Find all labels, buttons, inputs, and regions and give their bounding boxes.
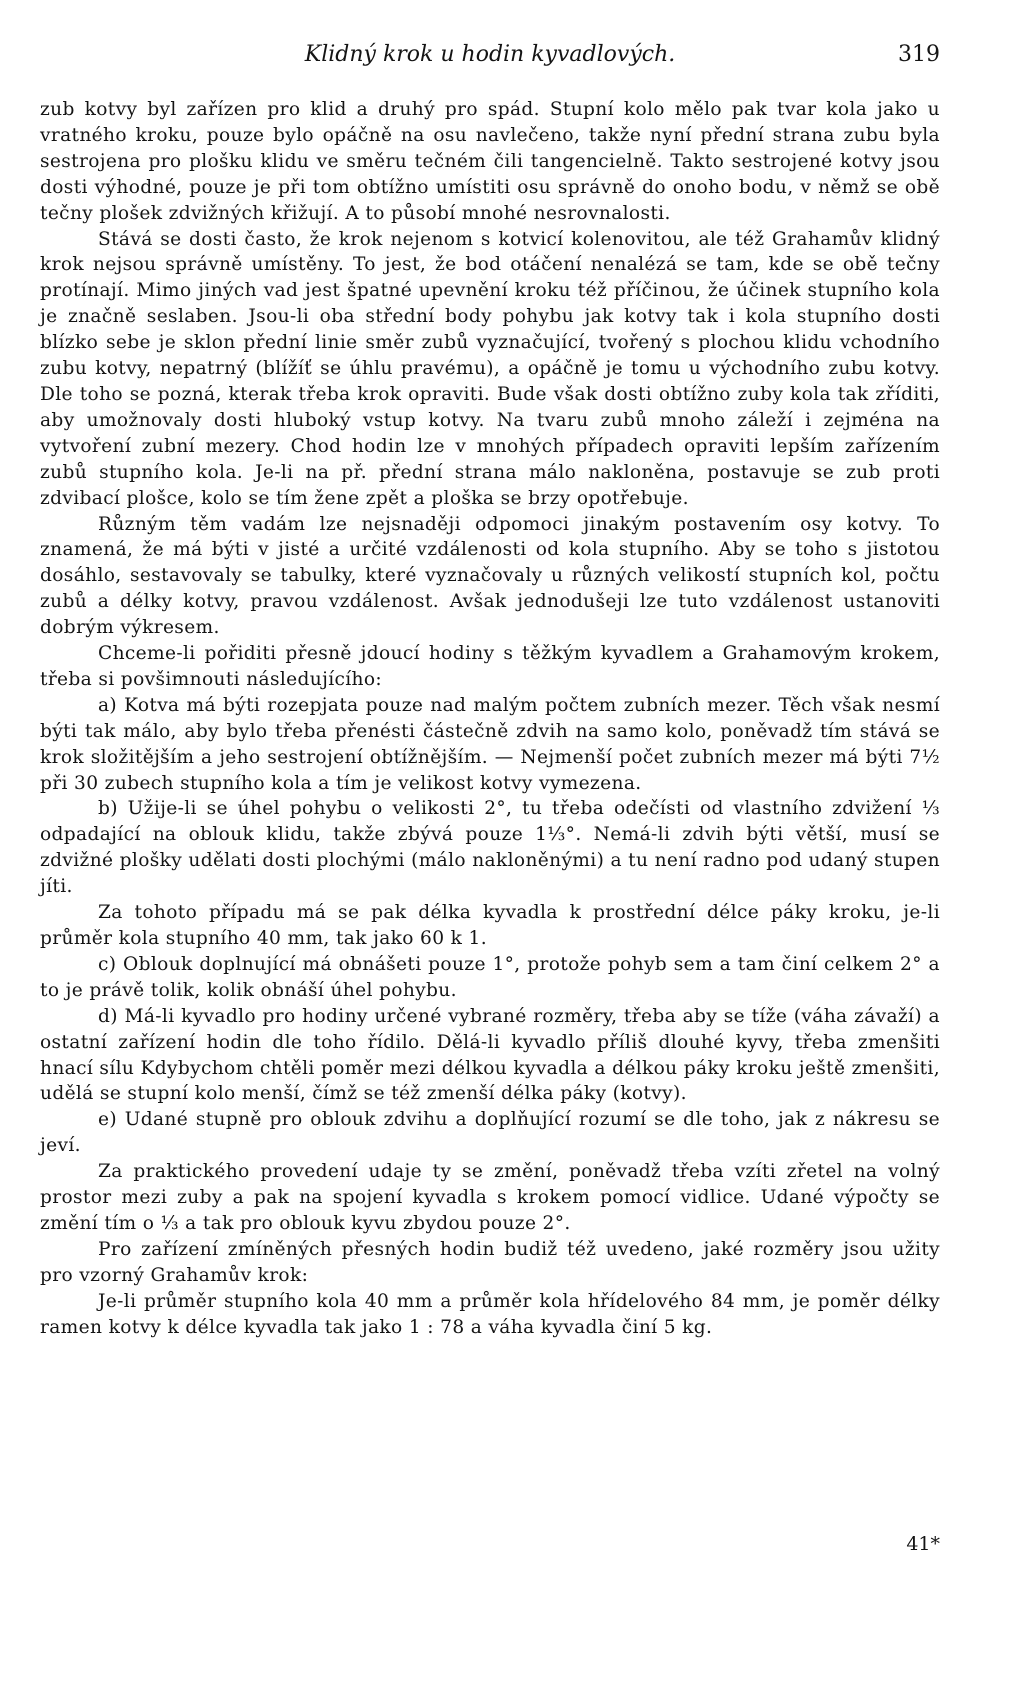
running-header	[40, 42, 940, 72]
paragraph: Za tohoto případu má se pak délka kyvadla k prostřední délce páky kroku, je-li průměr kola stupního 40 mm, tak jako 60 k 1.	[40, 902, 940, 949]
list-item-a: a) Kotva má býti rozepjata pouze nad malým počtem zubních mezer. Těch však nesmí býti tak málo, aby bylo třeba přenésti částečně zdvih na samo kolo, poněvadž tím stává se krok složitějším a jeho sestrojení obtížnějším. — Nejmenší počet zubních mezer má býti 7½ při 30 zubech stupního kola a tím je velikost kotvy vymezena.	[40, 694, 940, 794]
running-title: Klidný krok u hodin kyvadlových.	[304, 42, 676, 67]
paragraph: Pro zařízení zmíněných přesných hodin budiž též uvedeno, jaké rozměry jsou užity pro vzorný Grahamův krok:	[40, 1238, 940, 1286]
list-item-c: c) Oblouk doplnující má obnášeti pouze 1°, protože pohyb sem a tam činí celkem 2° a to je právě tolik, kolik obnáší úhel pohybu.	[40, 953, 940, 1001]
paragraph: Je-li průměr stupního kola 40 mm a průměr kola hřídelového 84 mm, je poměr délky ramen kotvy k délce kyvadla tak jako 1 : 78 a váha kyvadla činí 5 kg.	[40, 1290, 940, 1338]
page-number: 319	[898, 42, 940, 67]
paragraph: Za praktického provedení udaje ty se změní, poněvadž třeba vzíti zřetel na volný prostor mezi zuby a pak na spojení kyvadla s krokem pomocí vidlice. Udané výpočty se změní tím o ⅓ a tak pro oblouk kyvu zbydou pouze 2°.	[40, 1161, 940, 1234]
paragraph: Chceme-li pořiditi přesně jdoucí hodiny s těžkým kyvadlem a Grahamovým krokem, třeba si povšimnouti následujícího:	[40, 643, 940, 690]
body-text	[40, 97, 940, 1341]
paragraph: Různým těm vadám lze nejsnaději odpomoci jinakým postavením osy kotvy. To znamená, že má býti v jisté a určité vzdálenosti od kola stupního. Aby se toho s jistotou dosáhlo, sestavovaly se tabulky, které vyznačovaly u různých velikostí stupních kol, počtu zubů a délky kotvy, pravou vzdálenost. Avšak jednodušeji lze tuto vzdálenost ustanoviti dobrým výkresem.	[40, 513, 940, 639]
paragraph-continuation: zub kotvy byl zařízen pro klid a druhý pro spád. Stupní kolo mělo pak tvar kola jako u vratného kroku, pouze bylo opáčně na osu navlečeno, takže nyní přední strana zubu byla sestrojena pro plošku klidu ve směru tečném čili tangencielně. Takto sestrojené kotvy jsou dosti výhodné, pouze je při tom obtížno umístiti osu správně do onoho bodu, v němž se obě tečny plošek zdvižných křižují. A to působí mnohé nesrovnalosti.	[40, 99, 940, 224]
list-item-b: b) Užije-li se úhel pohybu o velikosti 2°, tu třeba odečísti od vlastního zdvižení ⅓ odpadající na oblouk klidu, takže zbývá pouze 1⅓°. Nemá-li zdvih býti větší, musí se zdvižné plošky udělati dosti plochými (málo nakloněnými) a tu není radno pod udaný stupen jíti.	[40, 798, 940, 898]
list-item-e: e) Udané stupně pro oblouk zdvihu a doplňující rozumí se dle toho, jak z nákresu se jeví.	[40, 1109, 940, 1157]
list-item-d: d) Má-li kyvadlo pro hodiny určené vybrané rozměry, třeba aby se tíže (váha závaží) a ostatní zařízení hodin dle toho řídilo. Dělá-li kyvadlo příliš dlouhé kyvy, třeba zmenšiti hnací sílu Kdybychom chtěli poměr mezi délkou kyvadla a délkou páky kroku ještě zmenšiti, udělá se stupní kolo menší, čímž se též zmenší délka páky (kotvy).	[40, 1005, 940, 1105]
paragraph: Stává se dosti často, že krok nejenom s kotvicí kolenovitou, ale též Grahamův klidný krok nejsou správně umístěny. To jest, že bod otáčení nenalézá se tam, kde se obě tečny protínají. Mimo jiných vad jest špatné upevnění kroku též příčinou, že účinek stupního kola je značně seslaben. Jsou-li oba střední body pohybu jak kotvy tak i kola stupního dosti blízko sebe je sklon přední linie směr zubů vyznačující, tvořený s plochou klidu vchodního zubu kotvy, nepatrný (blížíť se úhlu pravému), a opáčně je tomu u východního zubu kotvy. Dle toho se pozná, kterak třeba krok opraviti. Bude však dosti obtížno zuby kola tak zříditi, aby umožnovaly dosti hluboký vstup kotvy. Na tvaru zubů mnoho záleží i zejména na vytvoření zubní mezery. Chod hodin lze v mnohých případech opraviti lepším zařízením zubů stupního kola. Je-li na př. přední strana málo nakloněna, postavuje se zub proti zdvibací plošce, kolo se tím žene zpět a ploška se brzy opotřebuje.	[40, 228, 940, 509]
signature-mark: 41*	[906, 1533, 940, 1555]
